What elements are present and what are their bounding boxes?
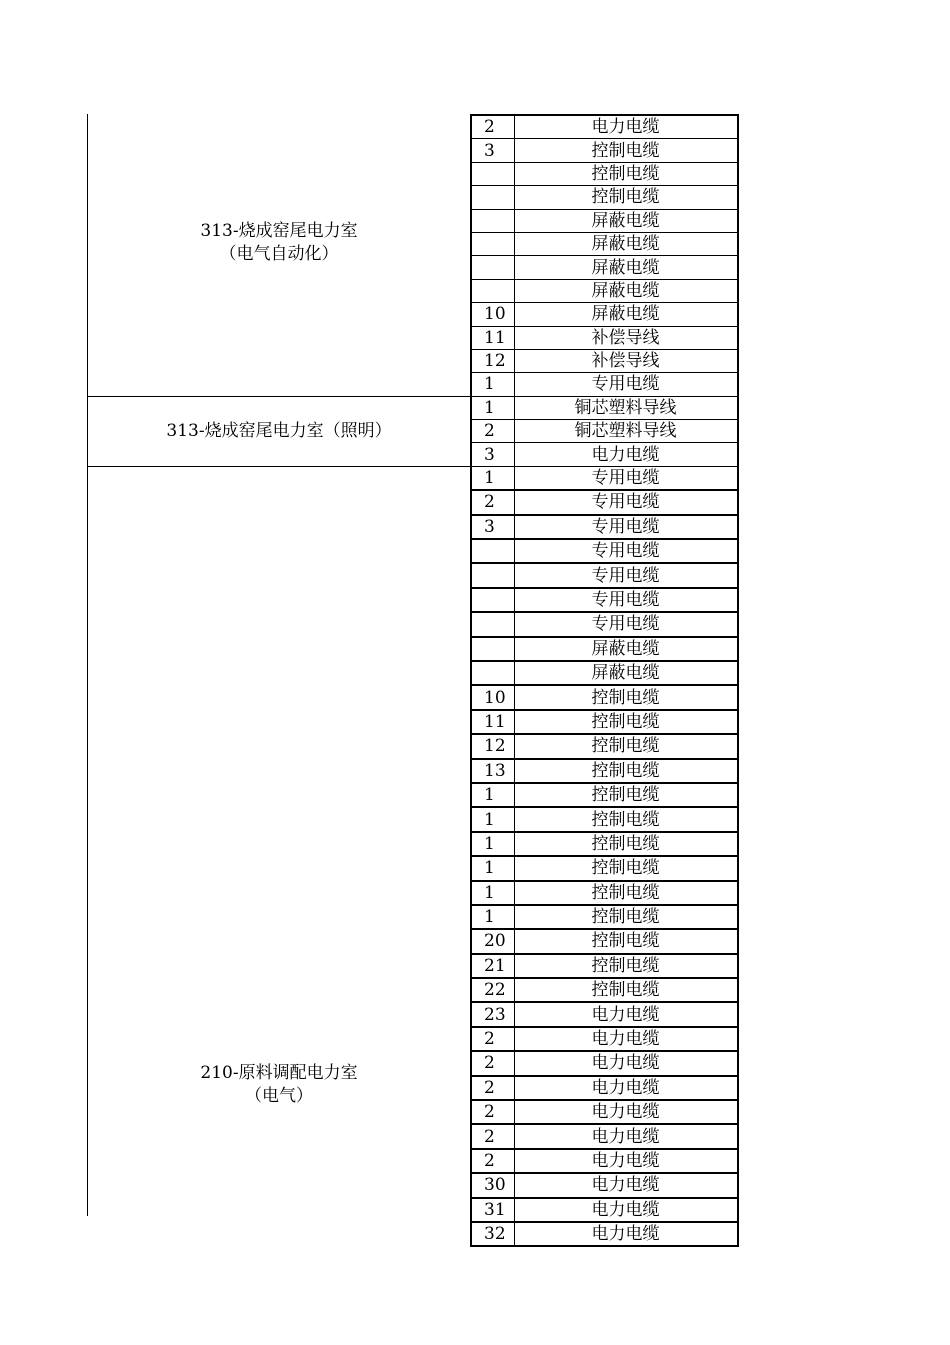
item-number-cell: 1 [471,396,514,419]
item-name-cell: 专用电缆 [514,515,738,539]
table-row [471,186,738,209]
item-name-cell: 控制电缆 [514,710,738,734]
item-name-cell: 电力电缆 [514,115,738,139]
item-name-cell: 屏蔽电缆 [514,256,738,279]
item-name-cell: 控制电缆 [514,186,738,209]
item-name-cell: 电力电缆 [514,1198,738,1222]
item-number-cell [471,232,514,255]
section-label-line2: （电气） [245,1086,313,1106]
item-name-cell: 电力电缆 [514,1027,738,1051]
item-name-cell: 控制电缆 [514,856,738,880]
table-row [471,856,738,880]
item-name-cell: 专用电缆 [514,588,738,612]
item-name-cell: 屏蔽电缆 [514,279,738,302]
section-label-line1: 313-烧成窑尾电力室 [200,221,358,241]
item-name-cell: 屏蔽电缆 [514,637,738,661]
item-number-cell: 2 [471,1027,514,1051]
item-number-cell: 10 [471,303,514,326]
table-row [471,807,738,831]
item-name-cell: 控制电缆 [514,978,738,1002]
table-row [471,373,738,396]
table-row [471,710,738,734]
table-row [471,539,738,563]
item-number-cell: 3 [471,139,514,162]
item-name-cell: 电力电缆 [514,443,738,466]
table-row [471,1149,738,1173]
item-number-cell: 11 [471,326,514,349]
table-row [471,139,738,162]
item-name-cell: 控制电缆 [514,954,738,978]
table-row [471,515,738,539]
table-row [471,232,738,255]
item-name-cell: 电力电缆 [514,1149,738,1173]
table-row [471,832,738,856]
table-row [471,637,738,661]
item-name-cell: 补偿导线 [514,326,738,349]
table-row [471,1222,738,1246]
item-number-cell: 1 [471,466,514,490]
item-number-cell: 22 [471,978,514,1002]
item-name-cell: 电力电缆 [514,1100,738,1124]
table-row [471,115,738,139]
item-number-cell: 11 [471,710,514,734]
left-border [87,114,88,1216]
item-number-cell: 1 [471,807,514,831]
item-number-cell: 12 [471,349,514,372]
table-row [471,256,738,279]
item-number-cell: 2 [471,1149,514,1173]
table-row [471,612,738,636]
table-row [471,466,738,490]
item-number-cell: 2 [471,1124,514,1148]
table-row [471,490,738,514]
table-row [471,563,738,587]
table-row [471,303,738,326]
item-name-cell: 屏蔽电缆 [514,661,738,685]
item-number-cell: 2 [471,420,514,443]
item-name-cell: 控制电缆 [514,807,738,831]
section-divider [87,466,471,467]
item-name-cell: 专用电缆 [514,373,738,396]
item-name-cell: 控制电缆 [514,832,738,856]
item-number-cell: 1 [471,832,514,856]
item-number-cell: 1 [471,905,514,929]
item-number-cell [471,209,514,232]
table-row [471,1173,738,1197]
table-row [471,588,738,612]
item-number-cell: 32 [471,1222,514,1246]
table-row [471,954,738,978]
table-row [471,279,738,302]
item-number-cell: 12 [471,734,514,758]
table-row [471,1002,738,1026]
item-number-cell: 3 [471,443,514,466]
table-row [471,783,738,807]
table-row [471,396,738,419]
item-number-cell: 1 [471,373,514,396]
section-divider [87,396,471,397]
item-number-cell [471,256,514,279]
item-number-cell [471,539,514,563]
item-name-cell: 屏蔽电缆 [514,303,738,326]
item-name-cell: 控制电缆 [514,881,738,905]
item-name-cell: 电力电缆 [514,1222,738,1246]
item-name-cell: 专用电缆 [514,466,738,490]
cable-items-table [470,114,739,1247]
item-number-cell [471,563,514,587]
section-label-raw-material [88,1062,470,1108]
item-number-cell [471,279,514,302]
item-number-cell [471,612,514,636]
table-row [471,929,738,953]
table-row [471,905,738,929]
item-name-cell: 控制电缆 [514,759,738,783]
item-number-cell: 2 [471,1100,514,1124]
table-row [471,1076,738,1100]
item-number-cell [471,186,514,209]
item-number-cell: 13 [471,759,514,783]
item-number-cell: 21 [471,954,514,978]
item-name-cell: 专用电缆 [514,539,738,563]
item-name-cell: 电力电缆 [514,1076,738,1100]
item-name-cell: 控制电缆 [514,162,738,185]
table-row [471,1198,738,1222]
section-label-kiln-automation [88,220,470,266]
item-number-cell: 1 [471,783,514,807]
item-number-cell: 3 [471,515,514,539]
table-row [471,881,738,905]
item-number-cell: 30 [471,1173,514,1197]
section-label-line2: （电气自动化） [219,244,339,264]
item-name-cell: 铜芯塑料导线 [514,396,738,419]
item-name-cell: 补偿导线 [514,349,738,372]
item-name-cell: 专用电缆 [514,612,738,636]
item-number-cell [471,588,514,612]
item-number-cell [471,162,514,185]
item-name-cell: 控制电缆 [514,905,738,929]
table-row [471,326,738,349]
item-number-cell: 10 [471,685,514,709]
item-name-cell: 电力电缆 [514,1124,738,1148]
item-name-cell: 专用电缆 [514,490,738,514]
item-name-cell: 专用电缆 [514,563,738,587]
item-number-cell: 1 [471,856,514,880]
item-name-cell: 电力电缆 [514,1173,738,1197]
item-name-cell: 控制电缆 [514,685,738,709]
table-row [471,759,738,783]
item-name-cell: 控制电缆 [514,783,738,807]
table-row [471,420,738,443]
table-row [471,443,738,466]
table-row [471,349,738,372]
section-label-line1: 210-原料调配电力室 [200,1063,358,1083]
item-number-cell: 2 [471,115,514,139]
cable-items-body [471,115,738,1246]
table-row [471,1124,738,1148]
item-name-cell: 铜芯塑料导线 [514,420,738,443]
item-number-cell [471,637,514,661]
item-name-cell: 控制电缆 [514,929,738,953]
table-row [471,685,738,709]
table-row [471,734,738,758]
item-name-cell: 屏蔽电缆 [514,232,738,255]
item-number-cell: 20 [471,929,514,953]
item-number-cell: 2 [471,1051,514,1075]
table-row [471,209,738,232]
item-number-cell: 2 [471,490,514,514]
table-row [471,162,738,185]
item-number-cell: 2 [471,1076,514,1100]
item-number-cell: 23 [471,1002,514,1026]
item-name-cell: 控制电缆 [514,139,738,162]
item-name-cell: 电力电缆 [514,1002,738,1026]
section-label-kiln-lighting [88,420,470,443]
table-row [471,1051,738,1075]
section-label-line1: 313-烧成窑尾电力室（照明） [166,421,392,441]
item-name-cell: 控制电缆 [514,734,738,758]
item-name-cell: 屏蔽电缆 [514,209,738,232]
item-number-cell [471,661,514,685]
table-row [471,1100,738,1124]
item-number-cell: 1 [471,881,514,905]
table-row [471,978,738,1002]
item-name-cell: 电力电缆 [514,1051,738,1075]
table-row [471,661,738,685]
item-number-cell: 31 [471,1198,514,1222]
table-row [471,1027,738,1051]
